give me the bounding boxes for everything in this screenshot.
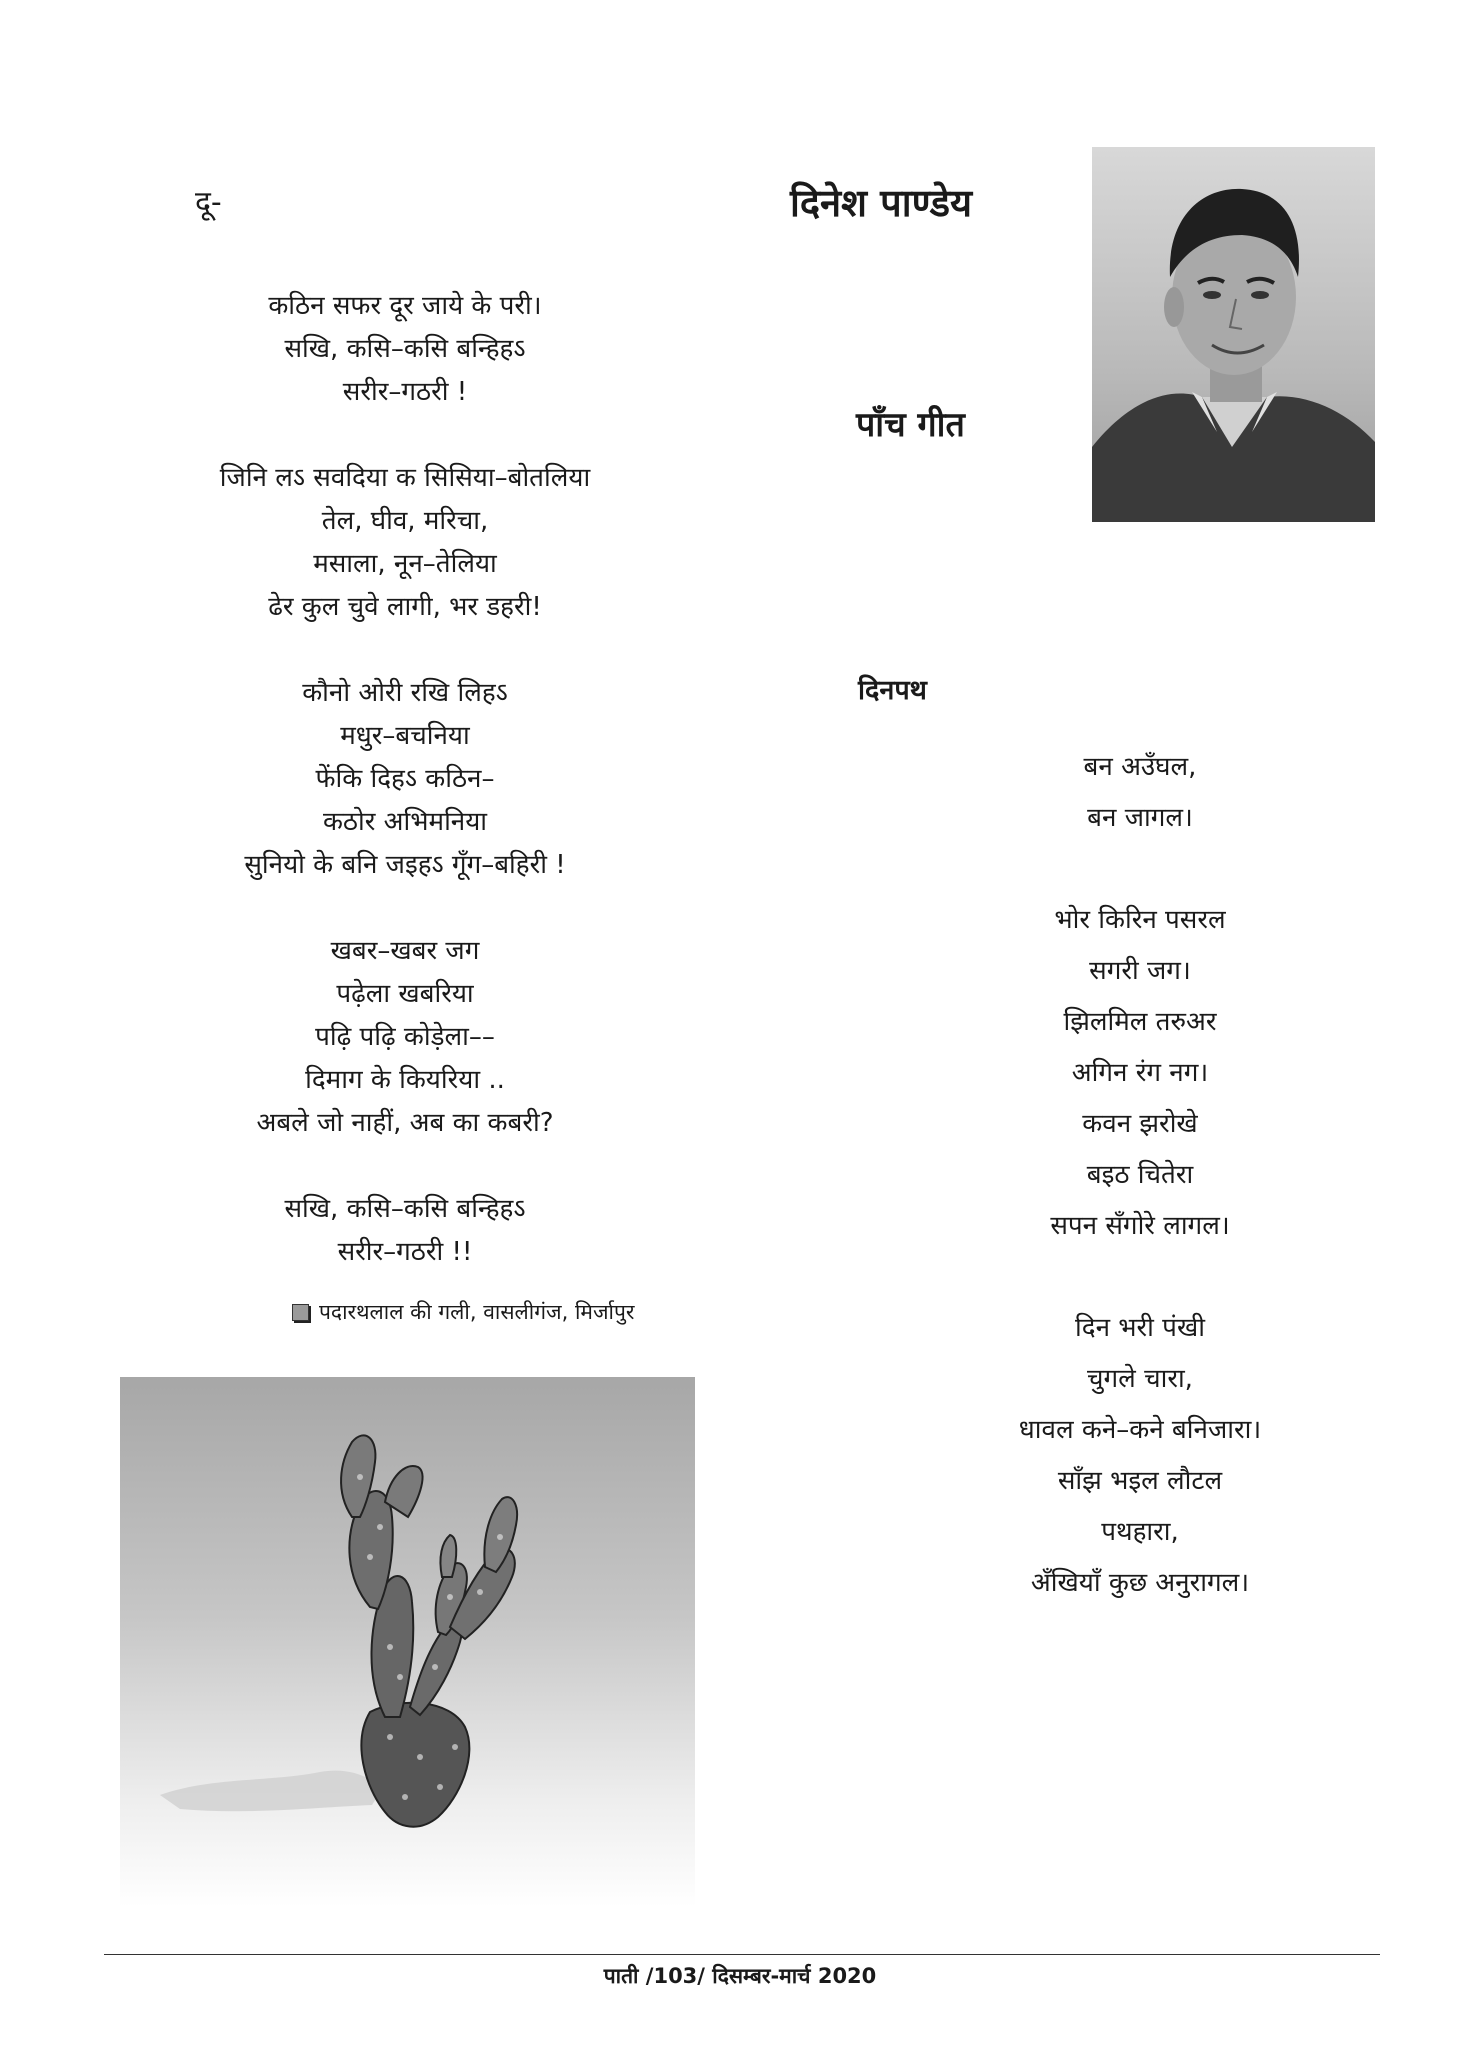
person-icon bbox=[1092, 147, 1375, 522]
poem-line: खबर–खबर जग bbox=[330, 936, 480, 966]
author-address bbox=[292, 1298, 635, 1326]
poem-line: सपन सँगोरे लागल। bbox=[1050, 1211, 1230, 1241]
poem-line: धावल कने–कने बनिजारा। bbox=[1018, 1415, 1262, 1445]
stanza bbox=[860, 895, 1420, 1252]
poem-line: अगिन रंग नग। bbox=[1071, 1058, 1209, 1088]
address-text: पदारथलाल की गली, वासलीगंज, मिर्जापुर bbox=[319, 1300, 635, 1324]
author-photo bbox=[1092, 147, 1375, 522]
stanza bbox=[150, 930, 660, 1145]
footer-divider bbox=[104, 1954, 1380, 1955]
cactus-illustration bbox=[120, 1377, 695, 1907]
author-name: दिनेश पाण्डेय bbox=[790, 181, 973, 225]
poem-line: साँझ भइल लौटल bbox=[1057, 1466, 1223, 1496]
poem-line: मधुर–बचनिया bbox=[340, 721, 470, 751]
poem-title: दिनपथ bbox=[858, 675, 927, 706]
poem-line: चुगले चारा, bbox=[1087, 1364, 1193, 1394]
poem-line: फेंकि दिहऽ कठिन– bbox=[315, 764, 495, 794]
poem-line: अँखियाँ कुछ अनुरागल। bbox=[1030, 1568, 1250, 1598]
cactus-icon bbox=[120, 1377, 695, 1907]
poem-line: तेल, घीव, मरिचा, bbox=[321, 506, 489, 536]
poem-line: बन अउँघल, bbox=[1083, 752, 1197, 782]
square-bullet-icon bbox=[292, 1304, 309, 1321]
right-poem bbox=[860, 742, 1420, 1609]
page-footer: पाती /103/ दिसम्बर-मार्च 2020 bbox=[603, 1964, 877, 1988]
poem-line: सुनियो के बनि जइहऽ गूँग–बहिरी ! bbox=[244, 850, 566, 880]
poem-series-title: पाँच गीत bbox=[856, 405, 965, 445]
poem-line: सगरी जग। bbox=[1089, 956, 1191, 986]
poem-line: सखि, कसि–कसि बन्हिहऽ bbox=[284, 1194, 526, 1224]
poem-line: पथहारा, bbox=[1101, 1517, 1179, 1547]
poem-line: झिलमिल तरुअर bbox=[1063, 1007, 1217, 1037]
poem-line: कौनो ओरी रखि लिहऽ bbox=[302, 678, 508, 708]
stanza bbox=[150, 1188, 660, 1274]
poem-line: पढ़ि पढ़ि कोड़ेला–– bbox=[315, 1022, 495, 1052]
poem-line: सरीर–गठरी !! bbox=[337, 1237, 473, 1267]
stanza bbox=[150, 457, 660, 629]
poem-line: पढ़ेला खबरिया bbox=[336, 979, 474, 1009]
stanza bbox=[860, 742, 1420, 844]
poem-line: अबले जो नाहीं, अब का कबरी? bbox=[256, 1108, 554, 1138]
poem-line: बइठ चितेरा bbox=[1086, 1160, 1194, 1190]
poem-line: ढेर कुल चुवे लागी, भर डहरी! bbox=[268, 592, 542, 622]
section-heading: दू- bbox=[195, 185, 222, 220]
poem-line: बन जागल। bbox=[1087, 803, 1193, 833]
stanza bbox=[150, 672, 660, 887]
poem-line: मसाला, नून–तेलिया bbox=[313, 549, 497, 579]
poem-line: कठिन सफर दूर जाये के परी। bbox=[268, 291, 542, 321]
left-poem bbox=[150, 285, 660, 1274]
poem-line: भोर किरिन पसरल bbox=[1054, 905, 1226, 935]
poem-line: दिन भरी पंखी bbox=[1075, 1313, 1205, 1343]
poem-line: कवन झरोखे bbox=[1082, 1109, 1198, 1139]
poem-line: सखि, कसि–कसि बन्हिहऽ bbox=[284, 334, 526, 364]
stanza bbox=[860, 1303, 1420, 1609]
poem-line: कठोर अभिमनिया bbox=[322, 807, 488, 837]
poem-line: जिनि लऽ सवदिया क सिसिया–बोतलिया bbox=[219, 463, 591, 493]
stanza bbox=[150, 285, 660, 414]
poem-line: सरीर–गठरी ! bbox=[342, 377, 468, 407]
poem-line: दिमाग के कियरिया .. bbox=[305, 1065, 505, 1095]
